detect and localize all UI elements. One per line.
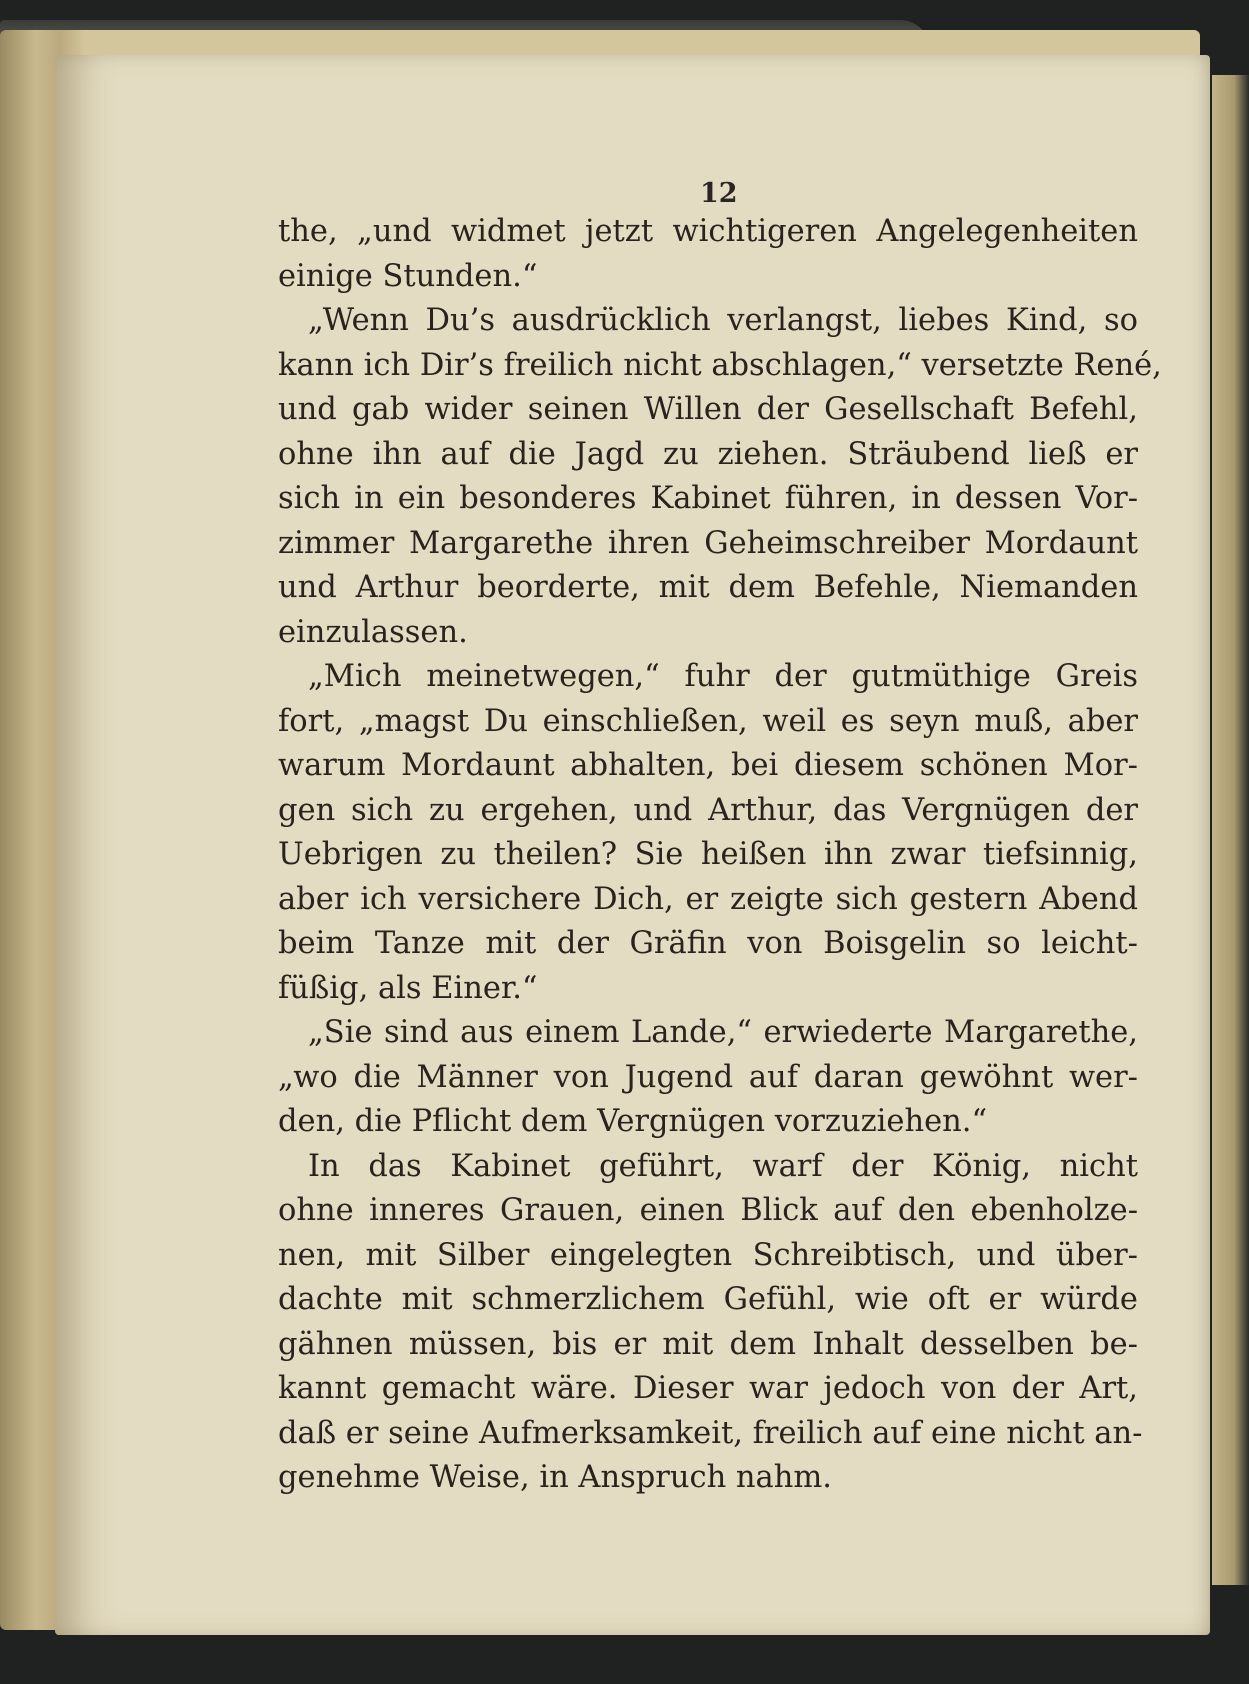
text-line: zimmer Margarethe ihren Geheimschreiber Mordaunt <box>278 525 1138 561</box>
text-line: genehme Weise, in Anspruch nahm. <box>278 1460 833 1495</box>
text-line: „Wenn Du’s ausdrücklich verlangst, liebes Kind, so <box>308 303 1138 338</box>
text-line: „Mich meinetwegen,“ fuhr der gutmüthige Greis <box>308 659 1138 694</box>
text-line: aber ich versichere Dich, er zeigte sich gestern Abend <box>278 881 1138 917</box>
text-line: „wo die Männer von Jugend auf daran gewöhnt wer- <box>278 1059 1138 1095</box>
page-edge <box>1212 75 1249 1585</box>
text-line: füßig, als Einer.“ <box>278 970 538 1006</box>
text-line: ohne inneres Grauen, einen Blick auf den ebenholze- <box>278 1193 1138 1228</box>
page-number: 12 <box>700 178 738 209</box>
text-line: beim Tanze mit der Gräfin von Boisgelin so leicht- <box>278 926 1138 961</box>
text-line: the, „und widmet jetzt wichtigeren Angelegenheiten <box>278 214 1138 249</box>
text-line: Uebrigen zu theilen? Sie heißen ihn zwar tiefsinnig, <box>278 837 1138 872</box>
text-line: In das Kabinet geführt, warf der König, nicht <box>308 1148 1138 1184</box>
text-line: gen sich zu ergehen, und Arthur, das Vergnügen der <box>278 792 1138 828</box>
text-line: und gab wider seinen Willen der Gesellschaft Befehl, <box>278 392 1138 427</box>
text-line: den, die Pflicht dem Vergnügen vorzuziehen.“ <box>278 1104 988 1139</box>
text-line: kannt gemacht wäre. Dieser war jedoch von der Art, <box>278 1371 1138 1406</box>
text-line: „Sie sind aus einem Lande,“ erwiederte Margarethe, <box>308 1015 1138 1050</box>
text-line: sich in ein besonderes Kabinet führen, in dessen Vor- <box>278 481 1138 516</box>
page-text <box>278 210 1162 1501</box>
text-line: und Arthur beorderte, mit dem Befehle, Niemanden <box>278 570 1138 605</box>
text-line: nen, mit Silber eingelegten Schreibtisch, und über- <box>278 1237 1138 1273</box>
text-line: dachte mit schmerzlichem Gefühl, wie oft er würde <box>278 1282 1138 1317</box>
text-line: fort, „magst Du einschließen, weil es seyn muß, aber <box>278 703 1138 739</box>
text-line: daß er seine Aufmerksamkeit, freilich auf eine nicht an- <box>278 1415 1143 1451</box>
text-line: ohne ihn auf die Jagd zu ziehen. Sträubend ließ er <box>278 436 1138 472</box>
text-line: kann ich Dir’s freilich nicht abschlagen,“ versetzte René, <box>278 347 1162 383</box>
text-line: einige Stunden.“ <box>278 258 538 294</box>
text-line: gähnen müssen, bis er mit dem Inhalt desselben be- <box>278 1326 1138 1362</box>
text-line: einzulassen. <box>278 614 468 650</box>
text-line: warum Mordaunt abhalten, bei diesem schönen Mor- <box>278 748 1138 783</box>
